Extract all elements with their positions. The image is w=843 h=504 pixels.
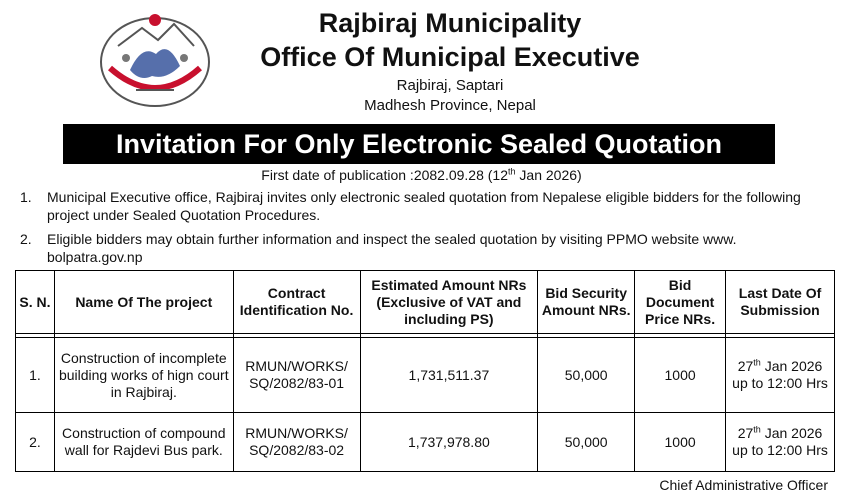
- cell-price: 1000: [635, 338, 726, 413]
- deadline-sup: th: [753, 357, 761, 368]
- publication-date-ad: Jan 2026): [515, 167, 582, 183]
- notice-paragraph-1: [20, 188, 810, 224]
- cell-amount: 1,731,511.37: [360, 338, 538, 413]
- deadline-rest: Jan 2026: [760, 425, 823, 441]
- cell-deadline: [726, 338, 835, 413]
- deadline-day: 27: [737, 358, 754, 374]
- signatory: Chief Administrative Officer: [659, 477, 828, 493]
- paragraph-number: 1.: [20, 189, 32, 205]
- publication-date-bs: 2082.09.28 (12: [413, 167, 509, 183]
- contract-part-a: RMUN/WORKS/: [245, 358, 348, 374]
- notice-paragraph-2: [20, 230, 810, 266]
- paragraph-number: 2.: [20, 231, 32, 247]
- deadline-time: up to 12:00 Hrs: [732, 442, 828, 458]
- header-price: Bid Document Price NRs.: [635, 271, 726, 334]
- cell-sn: 2.: [16, 413, 55, 472]
- paragraph-text: Municipal Executive office, Rajbiraj invites only electronic sealed quotation from Nepalese eligible bidders for the following project under Sealed Quotation Procedures.: [47, 189, 801, 223]
- header-project: Name Of The project: [54, 271, 233, 334]
- paragraph-text: Eligible bidders may obtain further information and inspect the sealed quotation by visiting PPMO website www. bolpatra.gov.np: [47, 231, 737, 265]
- header-deadline: Last Date Of Submission: [726, 271, 835, 334]
- publication-label: First date of publication :: [261, 167, 414, 183]
- office-title: Office Of Municipal Executive: [260, 42, 640, 72]
- header-security: Bid Security Amount NRs.: [538, 271, 635, 334]
- deadline-sup: th: [753, 424, 761, 435]
- notice-header: [0, 0, 843, 120]
- deadline-time: up to 12:00 Hrs: [732, 375, 828, 391]
- deadline-day: 27: [737, 425, 754, 441]
- cell-sn: 1.: [16, 338, 55, 413]
- government-of-nepal-emblem-icon: [96, 10, 214, 110]
- cell-deadline: [726, 413, 835, 472]
- contract-part-b: SQ/2082/83-01: [249, 375, 345, 391]
- table-row: [16, 413, 835, 472]
- address-line-1: Rajbiraj, Saptari: [396, 77, 504, 94]
- contract-part-a: RMUN/WORKS/: [245, 425, 348, 441]
- address-line-2: Madhesh Province, Nepal: [364, 97, 536, 114]
- quotation-table: [15, 270, 835, 472]
- cell-project: Construction of compound wall for Rajdevi Bus park.: [54, 413, 233, 472]
- table-header-row: [16, 271, 835, 334]
- cell-contract: [233, 413, 360, 472]
- publication-date: [0, 166, 843, 184]
- header-sn: S. N.: [16, 271, 55, 334]
- notice-banner: Invitation For Only Electronic Sealed Quotation: [63, 124, 775, 164]
- publication-date-sup: th: [508, 166, 516, 177]
- municipality-title: Rajbiraj Municipality: [318, 8, 582, 38]
- deadline-rest: Jan 2026: [760, 358, 823, 374]
- contract-part-b: SQ/2082/83-02: [249, 442, 345, 458]
- cell-price: 1000: [635, 413, 726, 472]
- cell-amount: 1,737,978.80: [360, 413, 538, 472]
- header-contract: Contract Identification No.: [233, 271, 360, 334]
- cell-security: 50,000: [538, 338, 635, 413]
- table-row: [16, 338, 835, 413]
- cell-contract: [233, 338, 360, 413]
- cell-security: 50,000: [538, 413, 635, 472]
- header-amount: Estimated Amount NRs (Exclusive of VAT and including PS): [360, 271, 538, 334]
- cell-project: Construction of incomplete building works of hign court in Rajbiraj.: [54, 338, 233, 413]
